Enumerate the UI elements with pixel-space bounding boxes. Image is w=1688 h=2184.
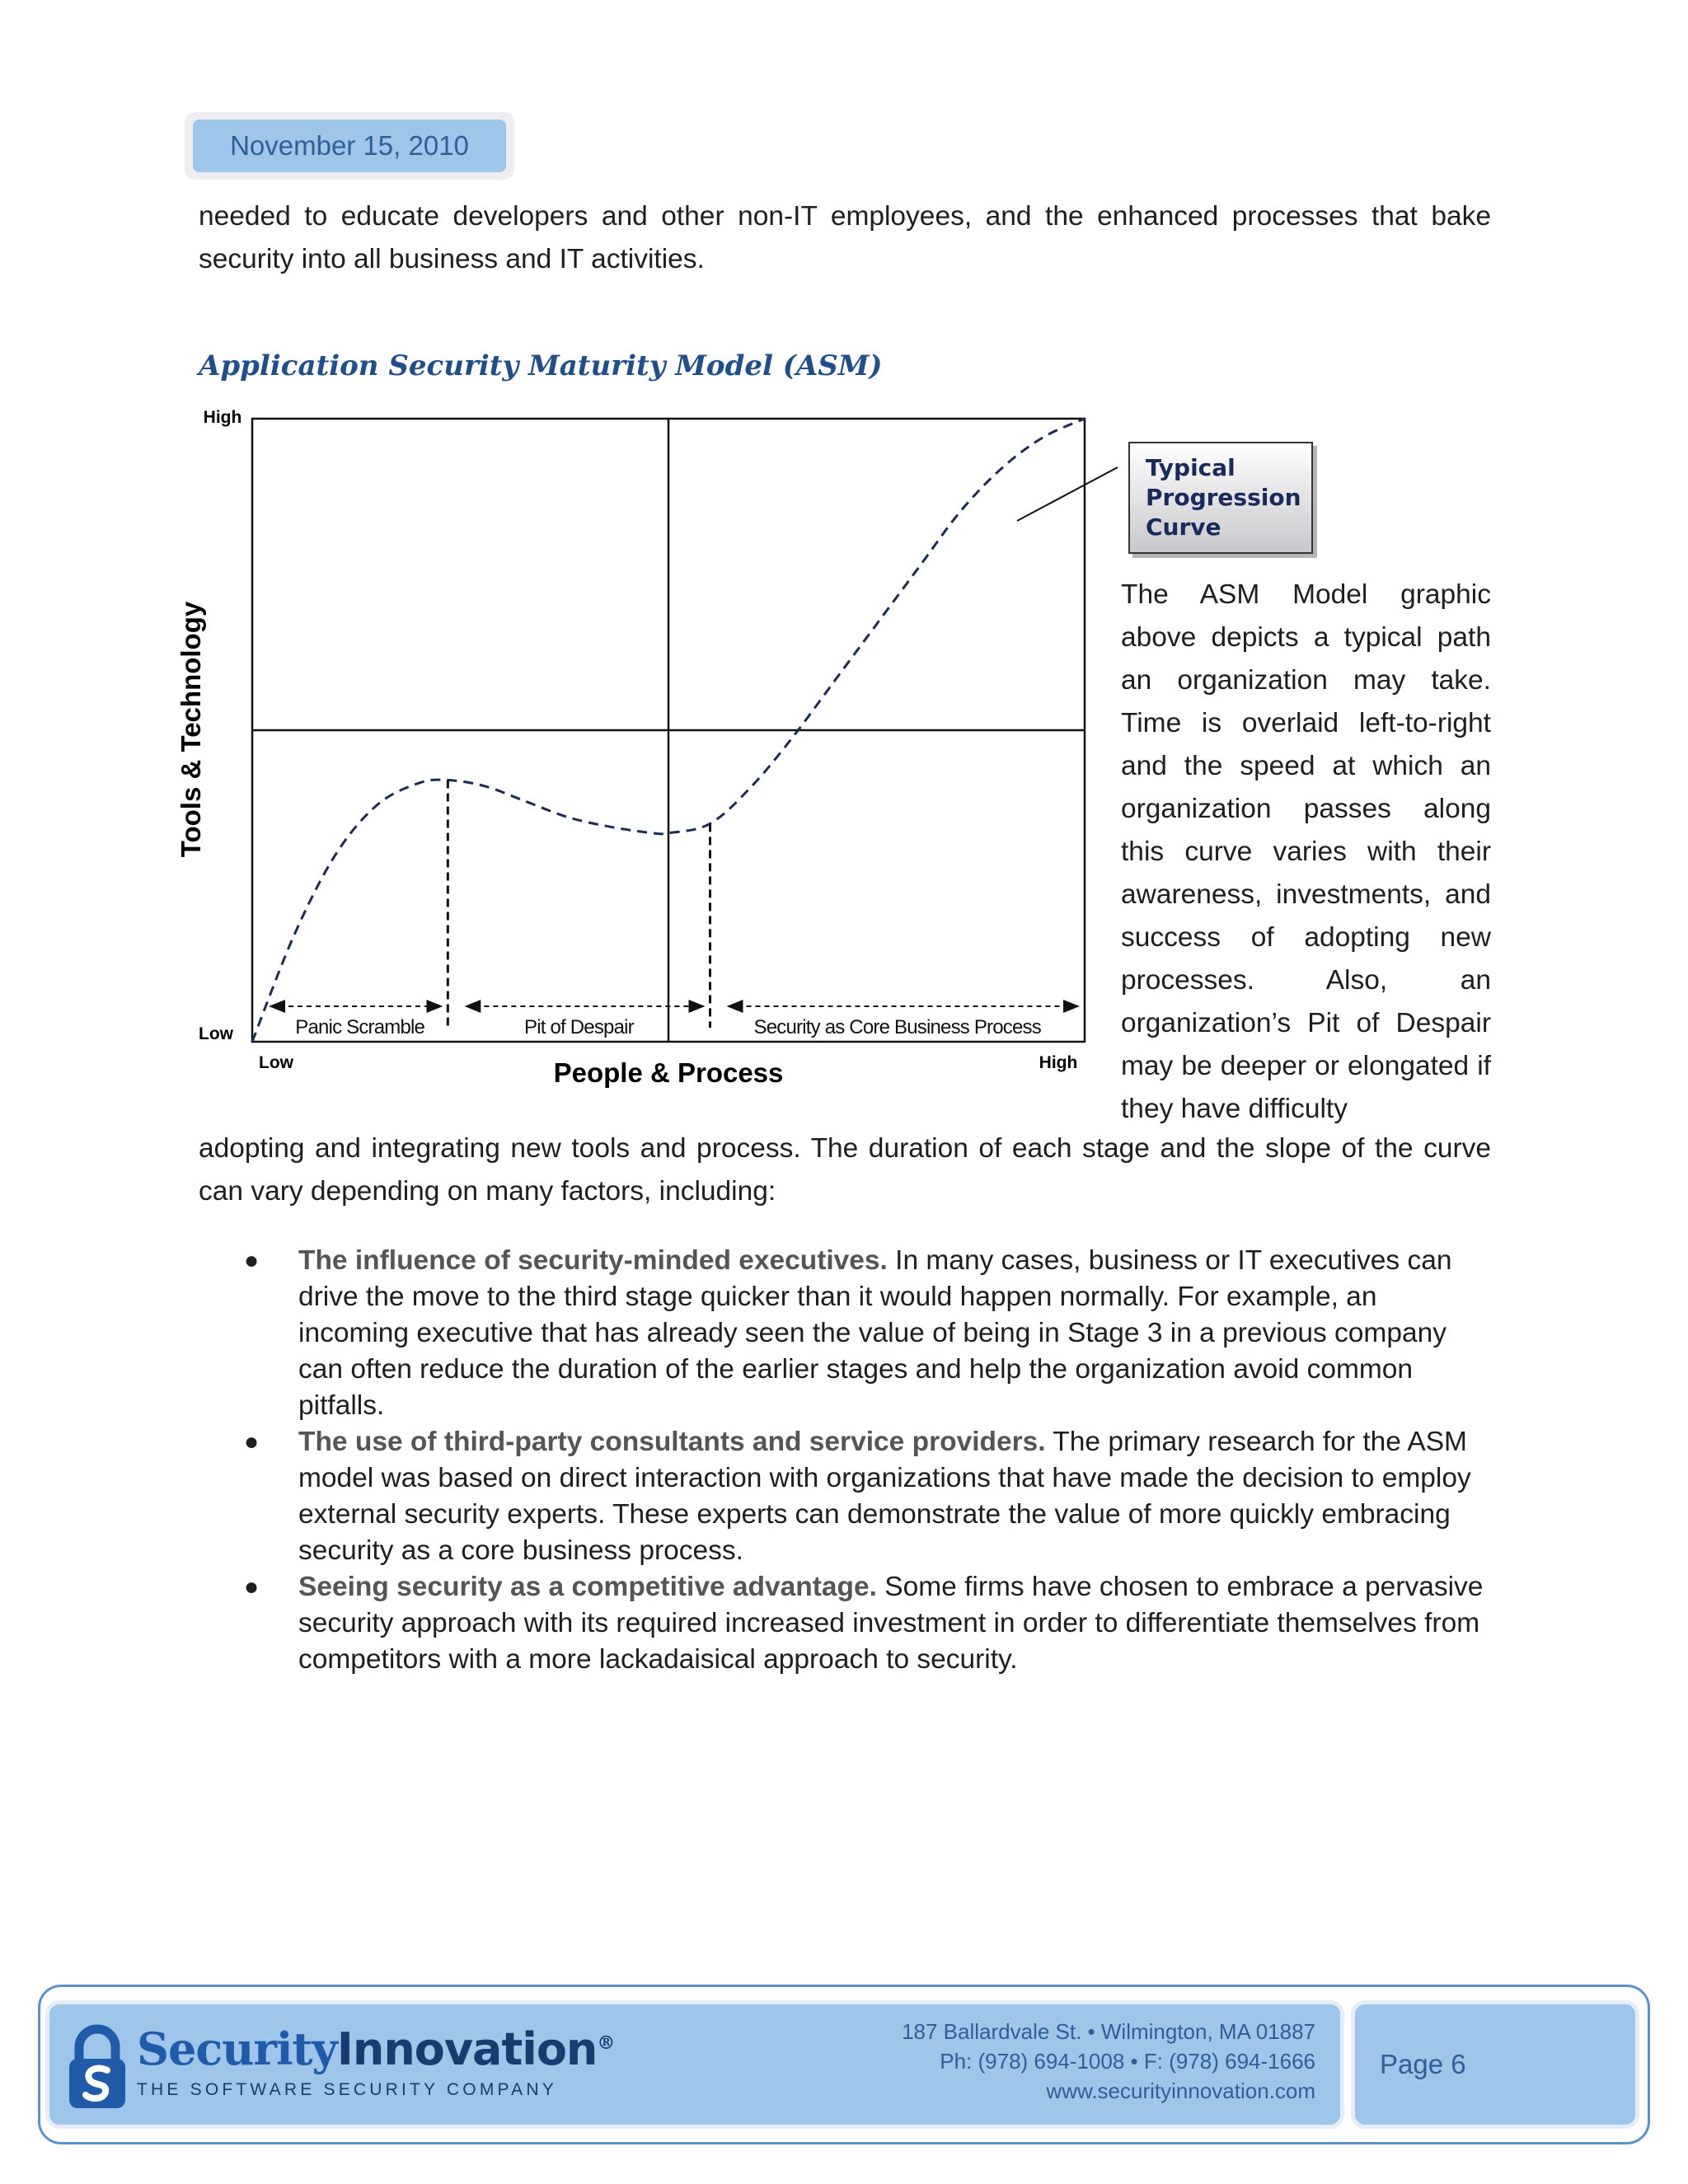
address-street: 187 Ballardvale St. • Wilmington, MA 01887	[902, 2019, 1315, 2044]
section-title: Application Security Maturity Model (ASM)	[199, 349, 883, 382]
registered-mark: ®	[597, 2032, 615, 2054]
list-item	[239, 1243, 1492, 1424]
side-paragraph: The ASM Model graphic above depicts a typical path an organization may take. Time is overlaid left-to-right and the speed at which an organization passes along this curve varies with their awareness, investments, and success of adopting new processes. Also, an organization’s Pit of Despair may be deeper or elongated if they have difficulty	[1121, 579, 1491, 1124]
logo-tagline: THE SOFTWARE SECURITY COMPANY	[137, 2080, 557, 2099]
address-website: www.securityinnovation.com	[1046, 2079, 1315, 2103]
list-item	[239, 1424, 1492, 1569]
x-tick-high: High	[1039, 1053, 1078, 1072]
address-phone: Ph: (978) 694-1008 • F: (978) 694-1666	[940, 2049, 1315, 2074]
bullet-icon: ●	[244, 1247, 260, 1274]
bullet-heading: The influence of security-minded executives.	[298, 1245, 888, 1276]
stage-label: Pit of Despair	[523, 1016, 634, 1038]
bullet-heading: The use of third-party consultants and service providers.	[298, 1427, 1046, 1457]
list-item	[239, 1569, 1492, 1678]
annotation-line-2: Progression	[1146, 484, 1301, 511]
intro-paragraph: needed to educate developers and other non-IT employees, and the enhanced processes that bake security into all business and IT activities.	[199, 201, 1491, 274]
bullet-text: In many cases, business or IT executives can drive the move to the third stage quicker than it would happen normally. For example, an incoming executive that has already seen the value of being in Stage 3 in a previous company can often reduce the duration of the earlier stages and help the organization avoid common pitfalls.	[298, 1245, 1452, 1421]
page-number: Page 6	[1355, 2004, 1635, 2125]
x-axis-title: People & Process	[553, 1057, 784, 1088]
y-tick-high: High	[203, 408, 242, 427]
factors-list	[239, 1243, 1492, 1678]
x-tick-low: Low	[259, 1053, 293, 1072]
y-tick-low: Low	[199, 1024, 233, 1043]
stage-label: Security as Core Business Process	[753, 1016, 1041, 1038]
annotation-line-3: Curve	[1146, 513, 1221, 541]
bullet-icon: ●	[244, 1428, 260, 1455]
lock-icon	[64, 2022, 130, 2111]
bullet-heading: Seeing security as a competitive advantage.	[298, 1572, 877, 1602]
header-date-tab	[185, 112, 514, 180]
annotation-leader-line	[1017, 467, 1118, 521]
continuation-paragraph: adopting and integrating new tools and process. The duration of each stage and the slope of the curve can vary depending on many factors, including:	[199, 1133, 1491, 1207]
logo-innovation: Innovation	[336, 2023, 598, 2075]
bullet-text: Some firms have chosen to embrace a pervasive security approach with its required increased investment in order to differentiate themselves from competitors with a more lackadaisical approach to security.	[298, 1572, 1484, 1675]
y-axis-title: Tools & Technology	[176, 601, 206, 858]
bullet-icon: ●	[244, 1573, 260, 1601]
stage-label: Panic Scramble	[295, 1016, 425, 1038]
footer-address	[902, 2017, 1315, 2106]
header-date: November 15, 2010	[193, 120, 506, 172]
logo-security: Security	[137, 2022, 337, 2075]
logo-wordmark	[137, 2022, 614, 2075]
bullet-text: The primary research for the ASM model was based on direct interaction with organizations that have made the decision to employ external security experts. These experts can demonstrate the value of more quickly embracing security as a core business process.	[298, 1427, 1471, 1566]
annotation-line-1: Typical	[1146, 454, 1236, 481]
company-logo	[64, 2021, 615, 2113]
